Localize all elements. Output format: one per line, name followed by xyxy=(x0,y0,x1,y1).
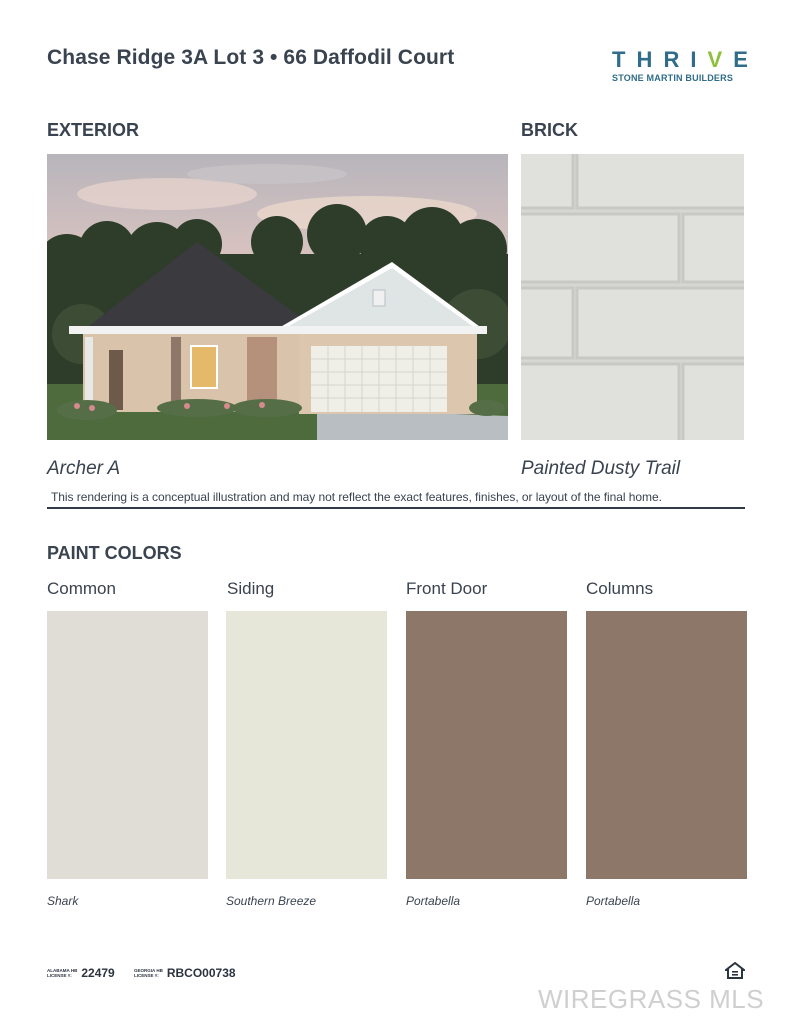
exterior-caption: Archer A xyxy=(47,458,121,479)
equal-housing-icon xyxy=(725,962,745,980)
paint-name-columns: Portabella xyxy=(586,894,641,908)
logo-wordmark: T H R I V E xyxy=(612,47,748,72)
logo-subtitle: STONE MARTIN BUILDERS xyxy=(612,73,734,83)
paint-swatch-siding xyxy=(226,611,387,879)
alabama-license: ALABAMA HB LICENSE #: 22479 xyxy=(47,966,115,980)
paint-swatch-columns xyxy=(586,611,747,879)
mls-watermark: WIREGRASS MLS xyxy=(538,984,765,1014)
georgia-license: GEORGIA HB LICENSE #: RBCO00738 xyxy=(134,966,236,980)
brick-heading: BRICK xyxy=(521,120,578,140)
paint-swatch-front-door xyxy=(406,611,567,879)
paint-name-front-door: Portabella xyxy=(406,894,461,908)
exterior-rendering xyxy=(47,154,508,440)
disclaimer-text: This rendering is a conceptual illustration and may not reflect the exact features, finishes, or layout of the final home. xyxy=(51,490,662,504)
paint-label-siding: Siding xyxy=(227,579,275,598)
brick-caption: Painted Dusty Trail xyxy=(521,458,681,479)
paint-name-common: Shark xyxy=(47,894,79,908)
georgia-license-number: RBCO00738 xyxy=(166,966,236,980)
paint-label-front-door: Front Door xyxy=(406,579,488,598)
section-divider xyxy=(47,507,745,509)
paint-label-columns: Columns xyxy=(586,579,654,598)
paint-label-common: Common xyxy=(47,579,116,598)
thrive-logo xyxy=(612,47,748,83)
paint-swatch-common xyxy=(47,611,208,879)
paint-colors-heading: PAINT COLORS xyxy=(47,543,182,563)
exterior-heading: EXTERIOR xyxy=(47,120,140,140)
alabama-license-number: 22479 xyxy=(81,966,115,980)
page-title: Chase Ridge 3A Lot 3 • 66 Daffodil Court xyxy=(47,46,455,69)
brick-swatch xyxy=(521,154,744,440)
paint-name-siding: Southern Breeze xyxy=(226,894,317,908)
